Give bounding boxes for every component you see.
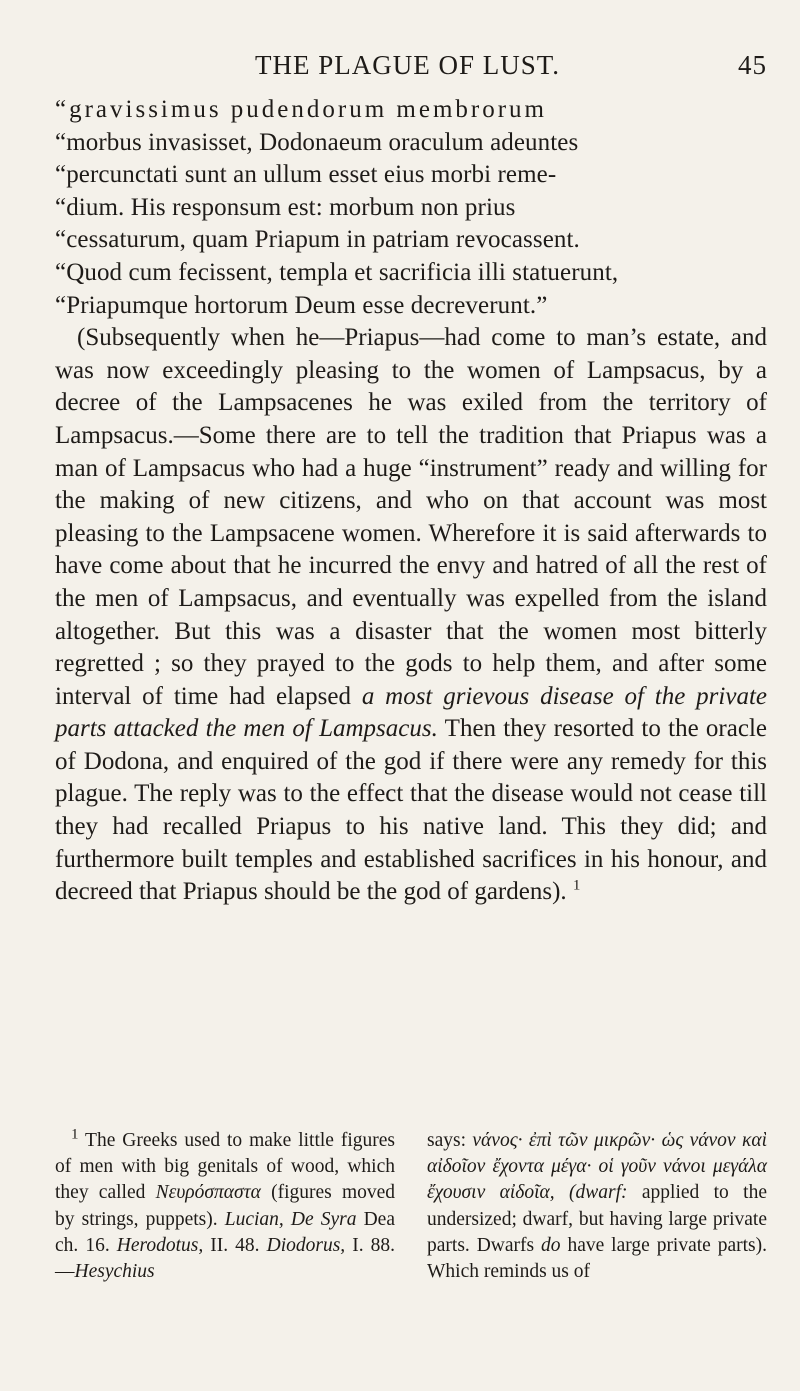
footnote-ref[interactable]: 1 <box>572 877 581 894</box>
quote-line: “Quod cum fecissent, templa et sacrificia illi statuerunt, <box>55 258 619 286</box>
footnote-text: II. 48. <box>210 1234 260 1256</box>
greek-term: Νευρόσπαστα <box>155 1182 261 1204</box>
quote-line: “gravissimus pudendorum membrorum <box>55 96 547 123</box>
footnote-marker: 1 <box>71 1126 79 1143</box>
quote-line: “Priapumque hortorum Deum esse decreverunt.” <box>55 291 548 319</box>
footnote-text: applied to the undersized; dwarf, but having large private parts. Dwarfs <box>427 1182 768 1256</box>
footnote <box>55 1128 767 1285</box>
main-text <box>55 94 767 909</box>
footnote-text: Dea ch. 16. <box>55 1208 395 1256</box>
greek-quote: νάνος· ἐπὶ τῶν μικρῶν· ὡς νάνον καὶ αἰδοῖον ἔχοντα μέγα· οἱ γοῦν νάνοι μεγάλα ἔχουσιν αἰδοῖα, <box>427 1130 767 1204</box>
page-number: 45 <box>738 50 767 80</box>
footnote-text: have large private parts). Which reminds us of <box>427 1234 768 1283</box>
quote-line: “cessaturum, quam Priapum in patriam revocassent. <box>55 226 580 254</box>
paragraph-italic: a most grievous disease of the private parts attacked the men of Lampsacus. <box>55 682 767 743</box>
citation: Herodotus, <box>116 1234 204 1256</box>
latin-quote <box>55 94 767 322</box>
quote-line: “morbus invasisset, Dodonaeum oraculum adeuntes <box>55 128 579 156</box>
citation: Diodorus, <box>266 1234 346 1256</box>
book-page <box>55 50 768 1283</box>
footnote-italic: (dwarf: <box>569 1182 628 1204</box>
paragraph-text-end: Then they resorted to the oracle of Dodona, and enquired of the god if there were any remedy for this plague. The reply was to the effect that the disease would not cease till they had recalled Priapus to his native land. This they did; and furthermore built temples and established sacrifices in his honour, and decreed that Priapus should be the god of gardens). <box>55 715 767 906</box>
running-title: THE PLAGUE OF LUST. <box>255 50 560 80</box>
footnote-text: says: <box>427 1130 466 1151</box>
paragraph-text: (Subsequently when he—Priapus—had come to man’s estate, and was now exceedingly pleasing to the women of Lampsacus, by a decree of the Lampsacenes he was exiled from the territory of Lampsacus.—Some there are to tell the tradition that Priapus was a man of Lampsacus who had a huge “instrument” ready and willing for the making of new citizens, and who on that account was most pleasing to the Lampsacene women. Wherefore it is said afterwards to have come about that he incurred the envy and hatred of all the rest of the men of Lampsacus, and eventually was expelled from the island altogether. But this was a disaster that the women most bitterly regretted ; so they prayed to the gods to help them, and after some interval of time had elapsed <box>55 324 767 710</box>
translation-paragraph <box>55 322 767 909</box>
footnote-right-column <box>427 1128 767 1285</box>
running-head <box>55 50 767 90</box>
quote-line: “dium. His responsum est: morbum non prius <box>55 193 516 221</box>
citation: Hesychius <box>74 1261 155 1283</box>
footnote-text: (figures moved by strings, puppets). <box>55 1182 396 1230</box>
footnote-text: The Greeks used to make little figures of men with big genitals of wood, which they called <box>55 1130 395 1204</box>
quote-line: “percunctati sunt an ullum esset eius morbi reme- <box>55 161 557 189</box>
citation: Lucian, De Syra <box>224 1208 357 1230</box>
footnote-text: I. 88.— <box>55 1234 396 1283</box>
footnote-left-column <box>55 1128 395 1285</box>
footnote-italic: do <box>541 1234 561 1256</box>
